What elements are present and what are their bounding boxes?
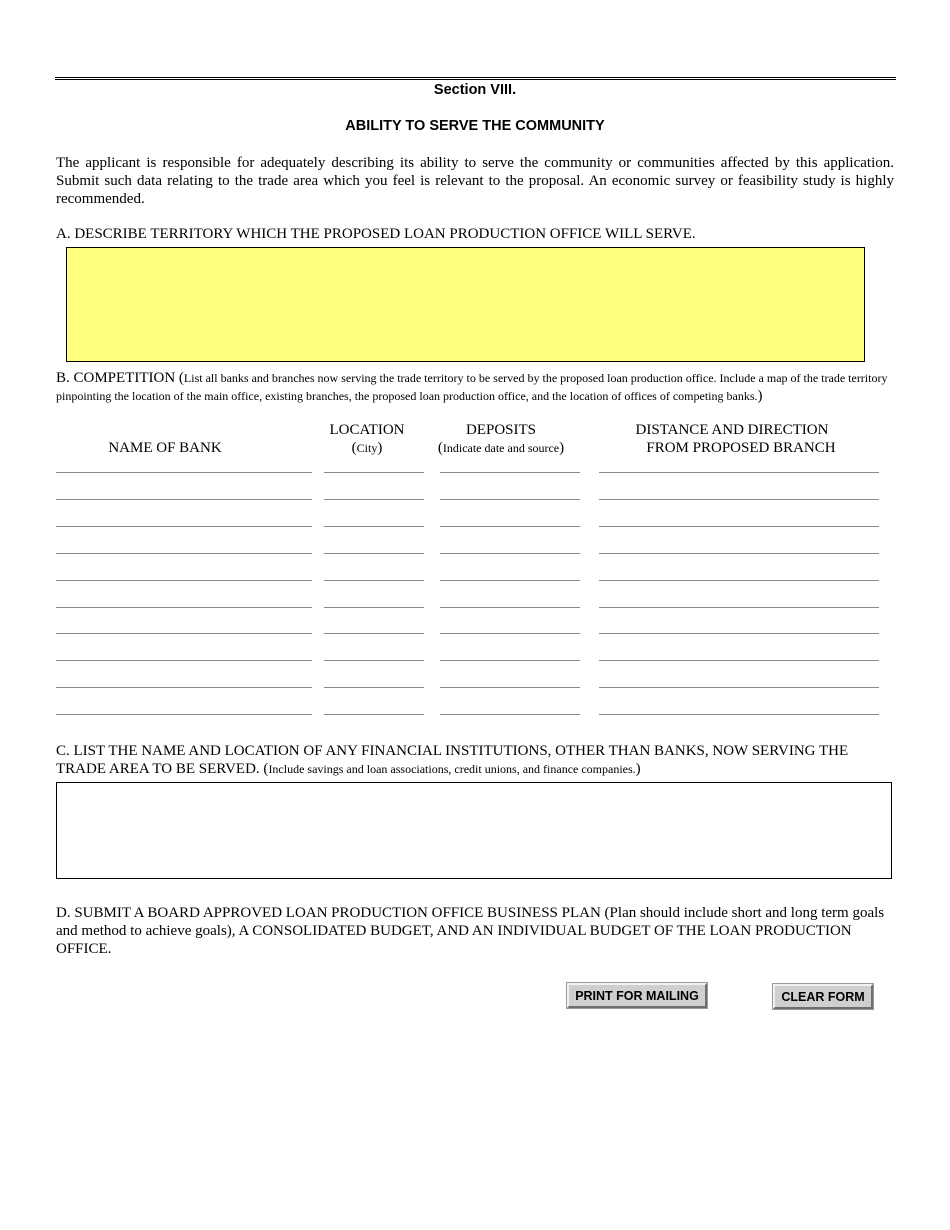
column-header-distance-line2: FROM PROPOSED BRANCH [646, 440, 836, 456]
deposits-line[interactable] [440, 607, 580, 608]
part-a-label: A. DESCRIBE TERRITORY WHICH THE PROPOSED LOAN PRODUCTION OFFICE WILL SERVE. [56, 226, 696, 242]
other-institutions-field[interactable] [56, 782, 892, 879]
deposits-line[interactable] [440, 687, 580, 688]
location-line[interactable] [324, 526, 424, 527]
distance-line[interactable] [599, 526, 879, 527]
location-line[interactable] [324, 714, 424, 715]
bank-name-line[interactable] [56, 660, 312, 661]
distance-line[interactable] [599, 472, 879, 473]
part-b-label [56, 369, 896, 405]
distance-line[interactable] [599, 553, 879, 554]
deposits-note-open: ( [437, 440, 443, 456]
part-b-close: ) [757, 388, 763, 404]
deposits-line[interactable] [440, 660, 580, 661]
deposits-line[interactable] [440, 633, 580, 634]
part-c-close: ) [635, 761, 641, 777]
distance-line[interactable] [599, 660, 879, 661]
page-title: ABILITY TO SERVE THE COMMUNITY [345, 118, 605, 134]
deposits-line[interactable] [440, 472, 580, 473]
part-b-title: B. COMPETITION ( [56, 370, 184, 386]
location-note-open: ( [351, 440, 357, 456]
deposits-line[interactable] [440, 499, 580, 500]
location-line[interactable] [324, 472, 424, 473]
distance-line[interactable] [599, 499, 879, 500]
clear-form-button[interactable]: CLEAR FORM [773, 984, 873, 1009]
location-note-text: City [356, 441, 378, 455]
column-header-location [317, 421, 417, 457]
column-header-deposits-note [431, 439, 571, 457]
bank-name-line[interactable] [56, 499, 312, 500]
location-line[interactable] [324, 607, 424, 608]
part-c-note: Include savings and loan associations, credit unions, and finance companies. [268, 762, 636, 776]
deposits-note-close: ) [559, 440, 565, 456]
part-c-label [56, 742, 898, 778]
bank-name-line[interactable] [56, 472, 312, 473]
distance-line[interactable] [599, 633, 879, 634]
location-note-close: ) [377, 440, 383, 456]
bank-name-line[interactable] [56, 580, 312, 581]
territory-description-field[interactable] [66, 247, 865, 362]
part-d-label: D. SUBMIT A BOARD APPROVED LOAN PRODUCTION OFFICE BUSINESS PLAN (Plan should include short and long term goals and method to achieve goals), A CONSOLIDATED BUDGET, AND AN INDIVIDUAL BUDGET OF THE LOAN PRODUCTION OFFICE. [56, 905, 885, 957]
print-for-mailing-button[interactable]: PRINT FOR MAILING [567, 983, 707, 1008]
bank-name-line[interactable] [56, 607, 312, 608]
column-header-name: NAME OF BANK [108, 440, 222, 456]
column-header-location-title: LOCATION [329, 422, 405, 438]
bank-name-line[interactable] [56, 526, 312, 527]
deposits-note-text: Indicate date and source [442, 441, 560, 455]
column-header-distance-line1: DISTANCE AND DIRECTION [635, 422, 829, 438]
part-c-title: C. LIST THE NAME AND LOCATION OF ANY FINANCIAL INSTITUTIONS, OTHER THAN BANKS, NOW SERVING THE TRADE AREA TO BE SERVED. ( [56, 743, 849, 777]
section-number: Section VIII. [433, 82, 517, 98]
column-header-deposits-title: DEPOSITS [465, 422, 536, 438]
deposits-line[interactable] [440, 526, 580, 527]
column-header-location-note [317, 439, 417, 457]
bank-name-line[interactable] [56, 714, 312, 715]
location-line[interactable] [324, 660, 424, 661]
location-line[interactable] [324, 687, 424, 688]
location-line[interactable] [324, 553, 424, 554]
distance-line[interactable] [599, 687, 879, 688]
deposits-line[interactable] [440, 553, 580, 554]
column-header-distance [606, 421, 858, 457]
deposits-line[interactable] [440, 714, 580, 715]
part-b-note: List all banks and branches now serving the trade territory to be served by the proposed loan production office. Include a map of the trade territory pinpointing the location of the main office, existing branches, the proposed loan production office, and the location of offices of competing banks. [56, 371, 888, 403]
distance-line[interactable] [599, 714, 879, 715]
distance-line[interactable] [599, 580, 879, 581]
distance-line[interactable] [599, 607, 879, 608]
column-header-deposits [431, 421, 571, 457]
location-line[interactable] [324, 633, 424, 634]
bank-name-line[interactable] [56, 687, 312, 688]
deposits-line[interactable] [440, 580, 580, 581]
bank-name-line[interactable] [56, 553, 312, 554]
bank-name-line[interactable] [56, 633, 312, 634]
location-line[interactable] [324, 580, 424, 581]
location-line[interactable] [324, 499, 424, 500]
top-divider [55, 77, 896, 80]
intro-paragraph: The applicant is responsible for adequately describing its ability to serve the community or communities affected by this application. Submit such data relating to the trade area which you feel is relevant to the proposal. An economic survey or feasibility study is highly recommended. [56, 155, 894, 207]
